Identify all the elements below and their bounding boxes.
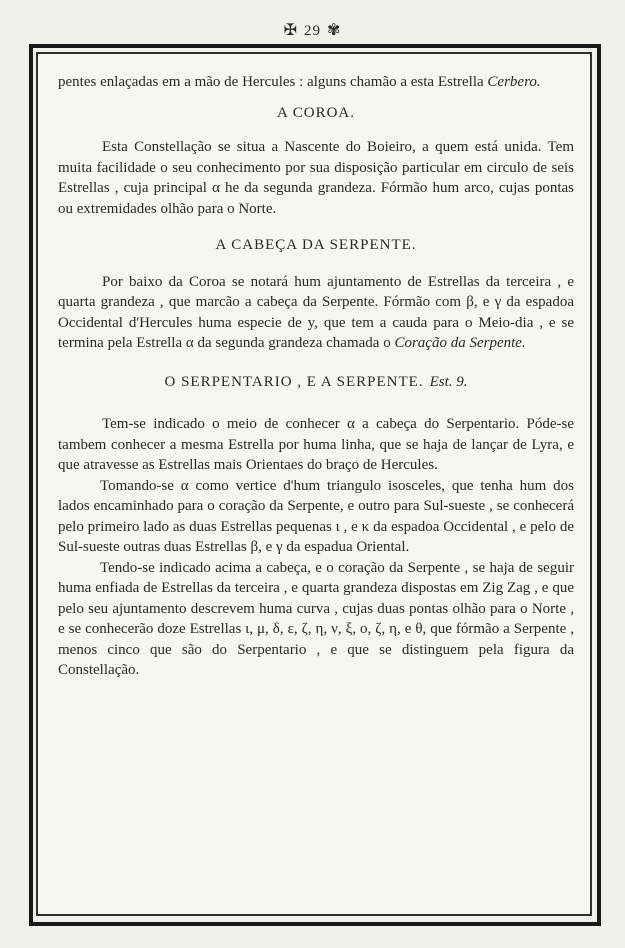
paragraph-continuation: pentes enlaçadas em a mão de Hercules : alguns chamão a esta Estrella Cerbero. <box>58 74 541 90</box>
paragraph-serpentario-2: Tomando-se α como vertice d'hum triangulo isosceles, que tenha hum dos lados encaminhado para o coração da Serpente, e outro para Sul-sueste , se conhecerá pelo primeiro lado as duas Estrellas pequenas ι , e κ da espadoa Occidental , e pelo de Sul-sueste outras duas Estrellas β, e γ da espadua Oriental. <box>58 477 574 555</box>
page-header <box>0 20 625 40</box>
italic-term: Cerbero. <box>487 74 541 90</box>
plate-reference: Est. 9. <box>429 373 468 390</box>
section-heading-cabeca: A CABEÇA DA SERPENTE. <box>215 237 417 253</box>
paragraph-coroa: Esta Constellação se situa a Nascente do Boieiro, a quem está unida. Tem muita facilidade o seu conhecimento por sua disposição particular em circulo de seis Estrellas , cuja principal α he da segunda grandeza. Fórmão hum arco, cujas pontas ou extremidades olhão para o Norte. <box>58 139 574 217</box>
section-heading-coroa: A COROA. <box>276 104 355 121</box>
paragraph-serpentario-1: Tem-se indicado o meio de conhecer α a cabeça do Serpentario. Póde-se tambem conhecer a mesma Estrella por huma linha, que se haja de lançar de Lyra, e que atravesse as Estrellas mais Orientaes do braço de Hercules. <box>58 416 574 473</box>
italic-term: Coração da Serpente. <box>394 335 526 351</box>
page-number: 29 <box>304 23 321 39</box>
right-ornament-icon: ✾ <box>327 22 342 39</box>
page-body <box>58 72 574 681</box>
left-ornament-icon: ✠ <box>283 22 298 39</box>
section-heading-serpentario: O SERPENTARIO , E A SERPENTE. Est. 9. <box>164 373 468 390</box>
paragraph-serpentario-3: Tendo-se indicado acima a cabeça, e o coração da Serpente , se haja de seguir huma enfiada de Estrellas da terceira , e quarta grandeza dispostas em Zig Zag , e que pelo seu ajuntamento descrevem huma curva , cujas duas pontas olhão para o Norte , e se conhecerão doze Estrellas ι, μ, δ, ε, ζ, η, ν, ξ, ο, ζ, η, e θ, que fórmão a Serpente , menos cinco que são do Serpentario , e que se distinguem pela figura da Constellação. <box>58 559 574 678</box>
paragraph-cabeca: Por baixo da Coroa se notará hum ajuntamento de Estrellas da terceira , e quarta grandeza , que marcão a cabeça da Serpente. Fórmão com β, e γ da espadoa Occidental d'Hercules huma especie de y, que tem a cauda para o Meio-dia , e se termina pela Estrella α da segunda grandeza chamada o Coração da Serpente. <box>58 273 574 351</box>
